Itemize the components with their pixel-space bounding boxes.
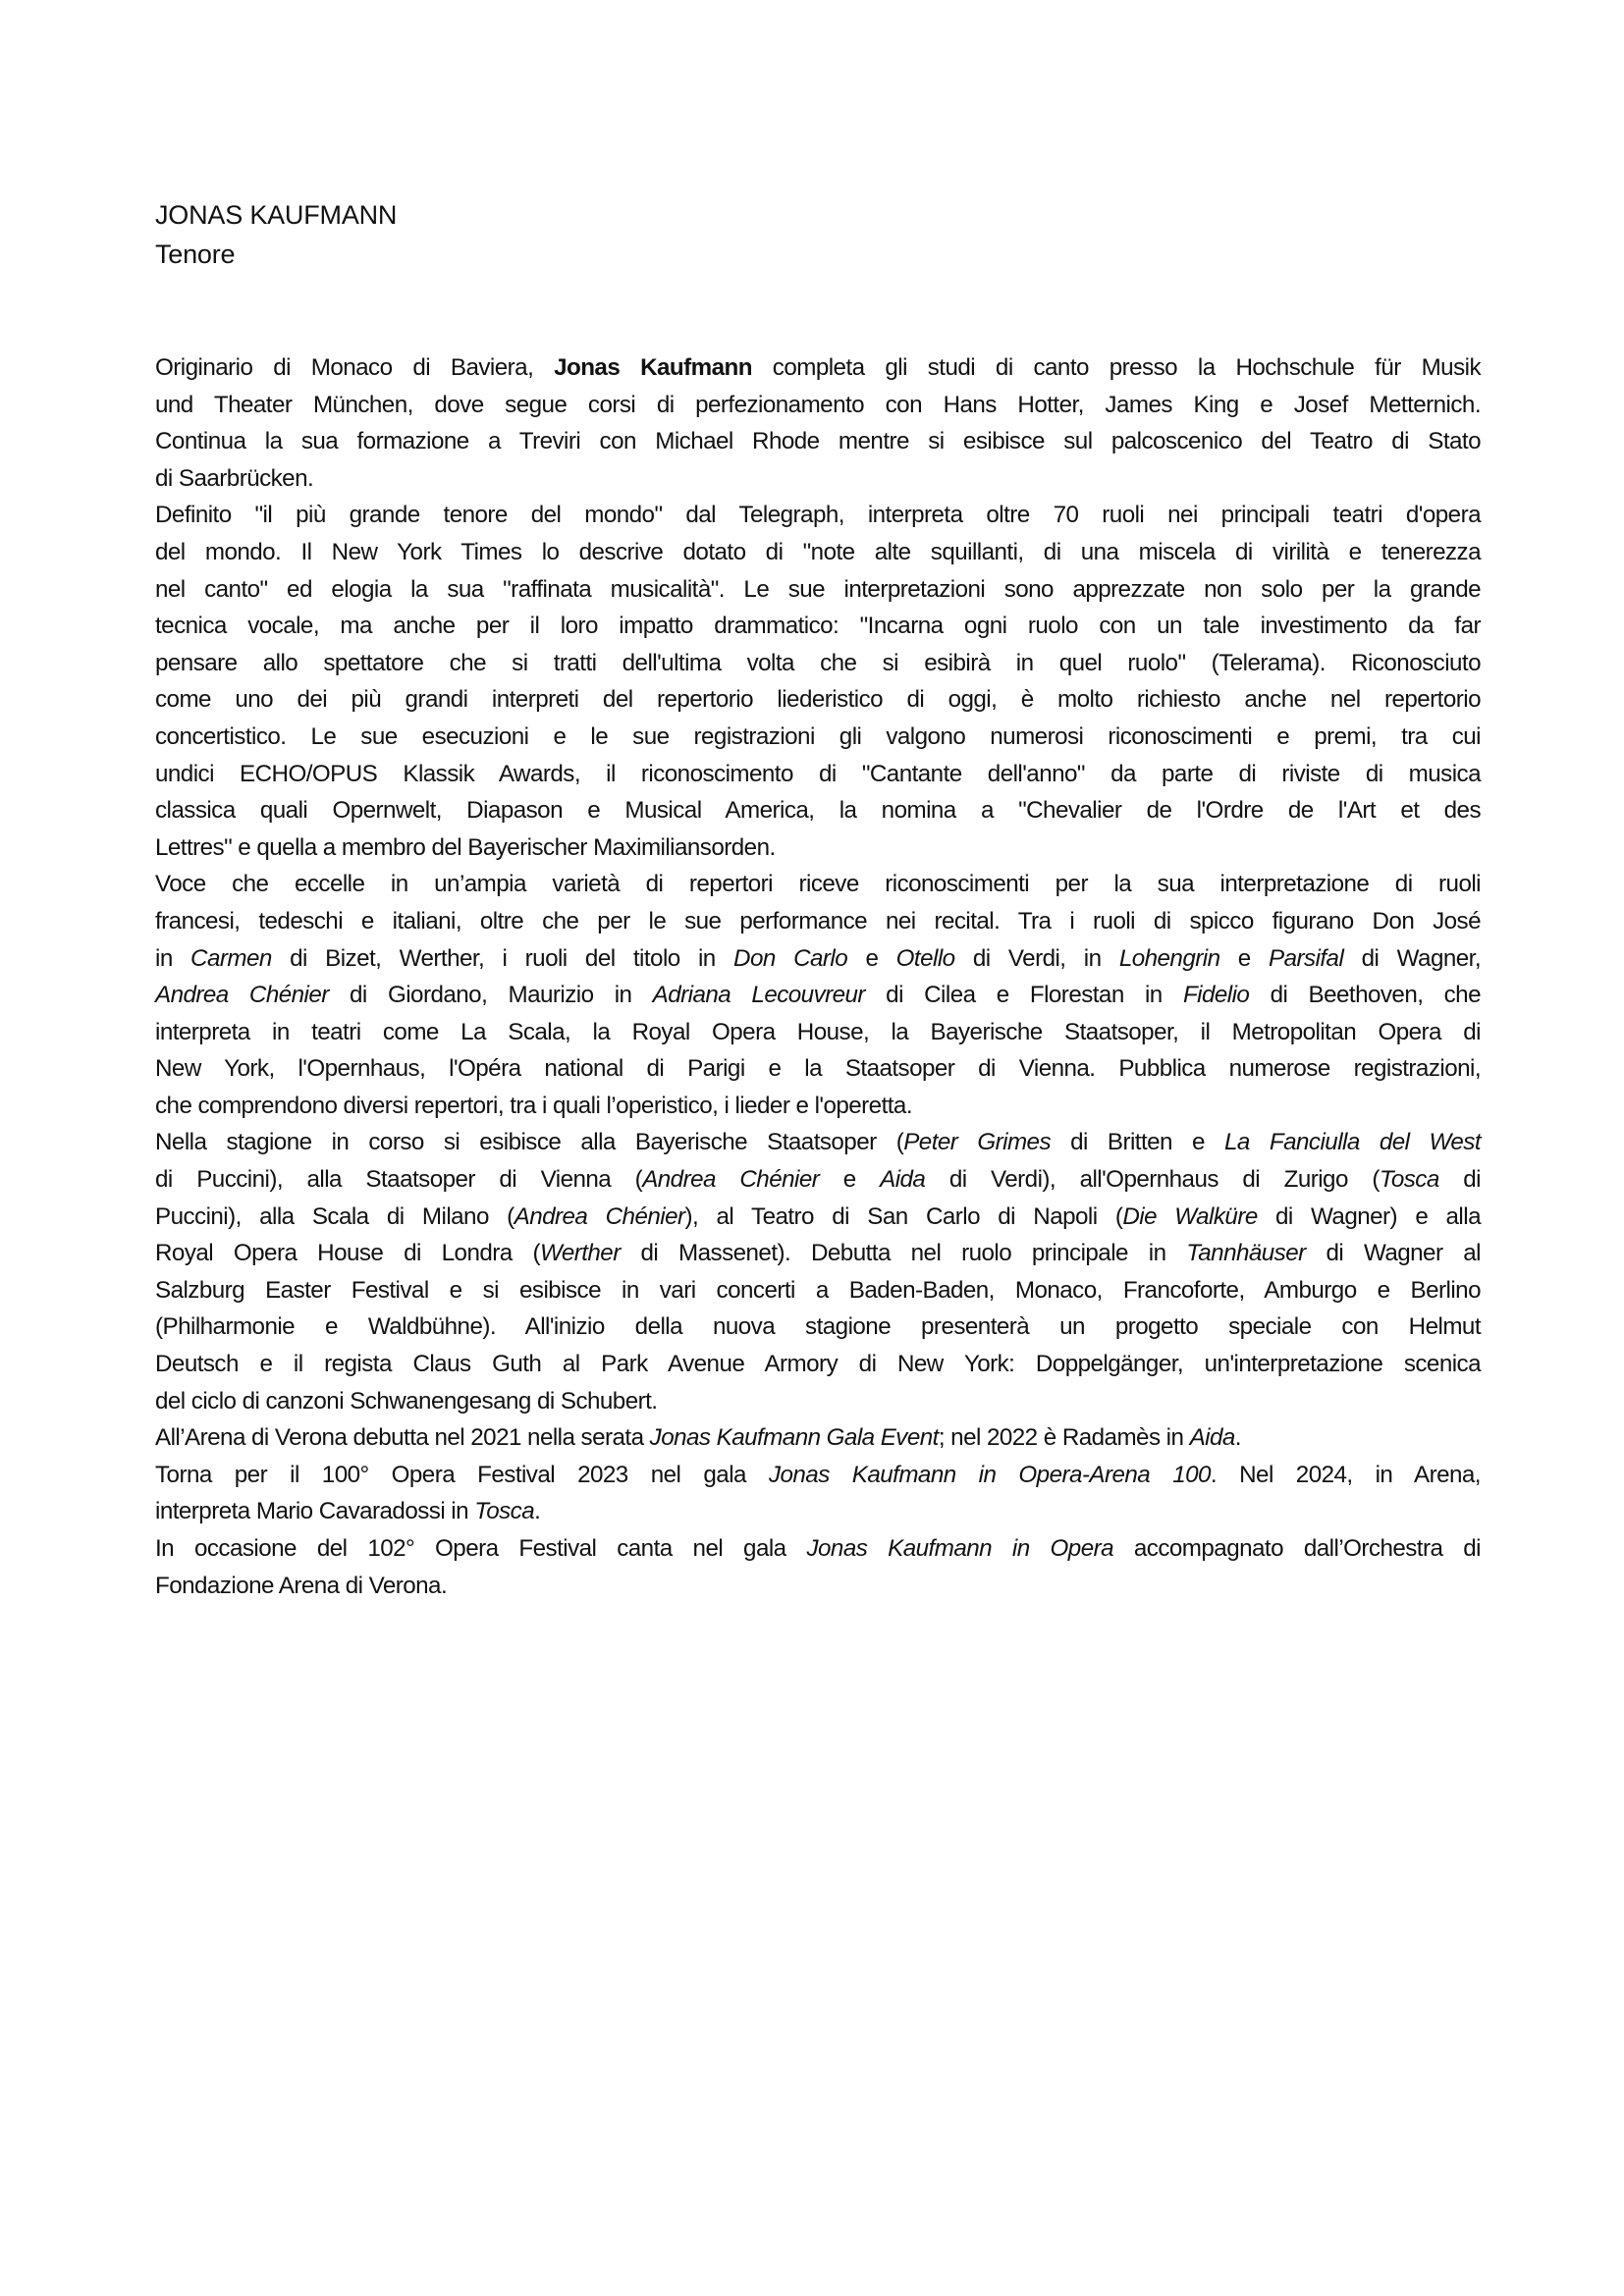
text-line: Royal Opera House di Londra (Werther di Massenet). Debutta nel ruolo principale in Tannhäuser di Wagner al — [155, 1240, 1481, 1267]
paragraph-repertoire — [155, 866, 1481, 1124]
text-line: All’Arena di Verona debutta nel 2021 nella serata Jonas Kaufmann Gala Event; nel 2022 è Radamès in Aida. — [155, 1424, 1241, 1452]
text-line: (Philharmonie e Waldbühne). All'inizio della nuova stagione presenterà un progetto speciale con Helmut — [155, 1313, 1481, 1341]
opera-title: Adriana Lecouvreur — [652, 982, 865, 1009]
opera-title: Werther — [539, 1240, 621, 1267]
opera-title: Fidelio — [1182, 982, 1250, 1009]
document-header — [155, 195, 397, 274]
artist-name-bold: Jonas Kaufmann — [554, 354, 752, 381]
opera-title: Andrea Chénier — [642, 1166, 820, 1194]
text-line: in Carmen di Bizet, Werther, i ruoli del titolo in Don Carlo e Otello di Verdi, in Lohengrin e Parsifal di Wagner, — [155, 944, 1481, 972]
text-line: nel canto" ed elogia la sua "raffinata musicalità". Le sue interpretazioni sono apprezzate non solo per la grande — [155, 575, 1481, 603]
paragraph-training — [155, 349, 1481, 497]
opera-title: Don Carlo — [733, 944, 848, 972]
event-title: Jonas Kaufmann in Opera — [806, 1535, 1114, 1562]
text-line: pensare allo spettatore che si tratti dell'ultima volta che si esibirà in quel ruolo" (Telerama). Riconosciuto — [155, 649, 1481, 676]
opera-title: Andrea Chénier — [514, 1202, 685, 1230]
text-line: che comprendono diversi repertori, tra i quali l’operistico, i lieder e l'operetta. — [155, 1092, 912, 1119]
paragraph-current-season — [155, 1124, 1481, 1419]
opera-title: Tosca — [1379, 1166, 1439, 1194]
opera-title: Peter Grimes — [903, 1129, 1051, 1156]
opera-title: Lohengrin — [1118, 944, 1220, 972]
text-line: Deutsch e il regista Claus Guth al Park Avenue Armory di New York: Doppelgänger, un'interpretazione scenica — [155, 1351, 1481, 1378]
artist-role: Tenore — [155, 240, 236, 269]
opera-title: Andrea Chénier — [155, 982, 329, 1009]
opera-title: Carmen — [190, 944, 272, 972]
opera-title: Tosca — [474, 1498, 535, 1525]
opera-title: Tannhäuser — [1186, 1240, 1306, 1267]
opera-title: Die Walküre — [1122, 1202, 1258, 1230]
opera-title: Aida — [880, 1166, 926, 1194]
text-line: Nella stagione in corso si esibisce alla Bayerische Staatsoper (Peter Grimes di Britten e La Fanciulla del West — [155, 1129, 1481, 1156]
text-line: Torna per il 100° Opera Festival 2023 nel gala Jonas Kaufmann in Opera-Arena 100. Nel 2024, in Arena, — [155, 1461, 1481, 1488]
text-line: interpreta Mario Cavaradossi in Tosca. — [155, 1498, 541, 1525]
text-line: Definito "il più grande tenore del mondo" dal Telegraph, interpreta oltre 70 ruoli nei principali teatri d'opera — [155, 502, 1481, 529]
opera-title: Otello — [895, 944, 955, 972]
text-line: Puccini), alla Scala di Milano (Andrea Chénier), al Teatro di San Carlo di Napoli (Die Walküre di Wagner) e alla — [155, 1202, 1481, 1230]
artist-name: JONAS KAUFMANN — [155, 200, 398, 230]
text-line: di Puccini), alla Staatsoper di Vienna (Andrea Chénier e Aida di Verdi), all'Opernhaus di Zurigo (Tosca di — [155, 1166, 1481, 1194]
text-line: tecnica vocale, ma anche per il loro impatto drammatico: "Incarna ogni ruolo con un tale investimento da far — [155, 613, 1481, 640]
event-title: Jonas Kaufmann Gala Event — [649, 1424, 939, 1452]
text-line: di Saarbrücken. — [155, 464, 314, 492]
text-line: interpreta in teatri come La Scala, la Royal Opera House, la Bayerische Staatsoper, il Metropolitan Opera di — [155, 1018, 1481, 1045]
text-line: In occasione del 102° Opera Festival canta nel gala Jonas Kaufmann in Opera accompagnato dall’Orchestra di — [155, 1535, 1481, 1562]
text-line: Andrea Chénier di Giordano, Maurizio in Adriana Lecouvreur di Cilea e Florestan in Fidelio di Beethoven, che — [155, 982, 1481, 1009]
paragraph-arena-verona — [155, 1419, 1481, 1530]
text-line: Salzburg Easter Festival e si esibisce in vari concerti a Baden-Baden, Monaco, Francoforte, Amburgo e Berlino — [155, 1276, 1481, 1304]
text-line: del mondo. Il New York Times lo descrive dotato di "note alte squillanti, di una miscela di virilità e tenerezza — [155, 538, 1481, 565]
opera-title: Parsifal — [1269, 944, 1344, 972]
text-line: francesi, tedeschi e italiani, oltre che per le sue performance nei recital. Tra i ruoli di spicco figurano Don José — [155, 907, 1481, 934]
text-line: Voce che eccelle in un’ampia varietà di repertori riceve riconoscimenti per la sua interpretazione di ruoli — [155, 871, 1481, 898]
biography-body — [155, 349, 1481, 1604]
opera-title: Aida — [1189, 1424, 1235, 1452]
text-line: Continua la sua formazione a Treviri con Michael Rhode mentre si esibisce sul palcoscenico del Teatro di Stato — [155, 428, 1481, 455]
opera-title: La Fanciulla del West — [1224, 1129, 1481, 1156]
text-line: del ciclo di canzoni Schwanengesang di Schubert. — [155, 1387, 658, 1415]
text-line: Lettres" e quella a membro del Bayerischer Maximiliansorden. — [155, 833, 776, 861]
text-line: New York, l'Opernhaus, l'Opéra national di Parigi e la Staatsoper di Vienna. Pubblica numerose registrazioni, — [155, 1055, 1481, 1083]
text-line: Originario di Monaco di Baviera, Jonas Kaufmann completa gli studi di canto presso la Hochschule für Musik — [155, 354, 1481, 381]
event-title: Jonas Kaufmann in Opera-Arena 100 — [768, 1461, 1211, 1488]
text-line: concertistico. Le sue esecuzioni e le sue registrazioni gli valgono numerosi riconoscimenti e premi, tra cui — [155, 722, 1481, 750]
text-line: come uno dei più grandi interpreti del repertorio liederistico di oggi, è molto richiesto anche nel repertorio — [155, 686, 1481, 714]
text-line: und Theater München, dove segue corsi di perfezionamento con Hans Hotter, James King e Josef Metternich. — [155, 391, 1481, 418]
paragraph-102-festival — [155, 1530, 1481, 1604]
text-line: Fondazione Arena di Verona. — [155, 1572, 448, 1599]
text-line: undici ECHO/OPUS Klassik Awards, il riconoscimento di "Cantante dell'anno" da parte di riviste di musica — [155, 760, 1481, 787]
text-line: classica quali Opernwelt, Diapason e Musical America, la nomina a "Chevalier de l'Ordre de l'Art et des — [155, 797, 1481, 825]
paragraph-acclaim — [155, 497, 1481, 866]
